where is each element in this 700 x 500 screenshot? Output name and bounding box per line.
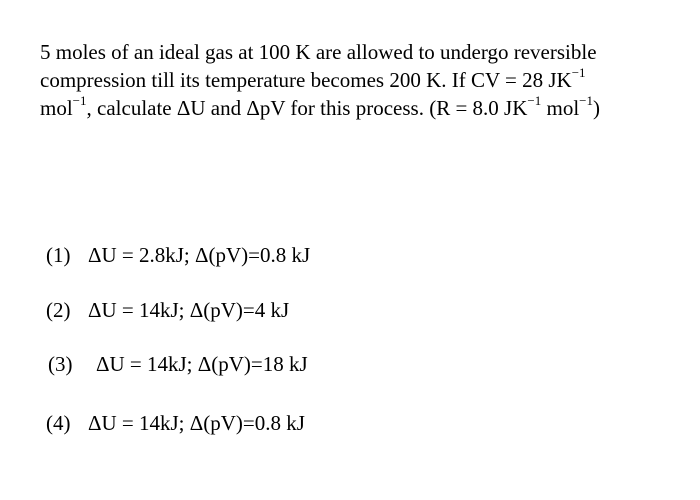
question-text: [40, 38, 680, 122]
option-text: ΔU = 14kJ; Δ(pV)=18 kJ: [96, 352, 308, 376]
question-line-3-text-c: mol: [541, 96, 580, 120]
superscript: −1: [72, 93, 87, 108]
option-number: (3): [48, 352, 73, 376]
superscript: −1: [579, 93, 594, 108]
option-3: [48, 351, 308, 377]
option-text: ΔU = 14kJ; Δ(pV)=4 kJ: [88, 298, 290, 322]
question-line-3: [40, 94, 680, 122]
question-line-3-text-b: , calculate ΔU and ΔpV for this process. (R = 8.0 JK: [86, 96, 528, 120]
option-text: ΔU = 14kJ; Δ(pV)=0.8 kJ: [88, 411, 305, 435]
option-4: [46, 410, 305, 436]
option-text: ΔU = 2.8kJ; Δ(pV)=0.8 kJ: [88, 243, 311, 267]
question-line-1: 5 moles of an ideal gas at 100 K are allowed to undergo reversible: [40, 40, 597, 64]
superscript: −1: [527, 93, 542, 108]
option-number: (2): [46, 298, 71, 322]
question-line-2: [40, 66, 680, 94]
question-line-3-text-a: mol: [40, 96, 73, 120]
option-2: [46, 297, 289, 323]
option-1: [46, 242, 310, 268]
superscript: −1: [571, 65, 586, 80]
question-line-3-text-d: ): [593, 96, 601, 120]
option-number: (1): [46, 243, 71, 267]
option-number: (4): [46, 411, 71, 435]
question-line-2-text: compression till its temperature becomes 200 K. If CV = 28 JK: [40, 68, 572, 92]
